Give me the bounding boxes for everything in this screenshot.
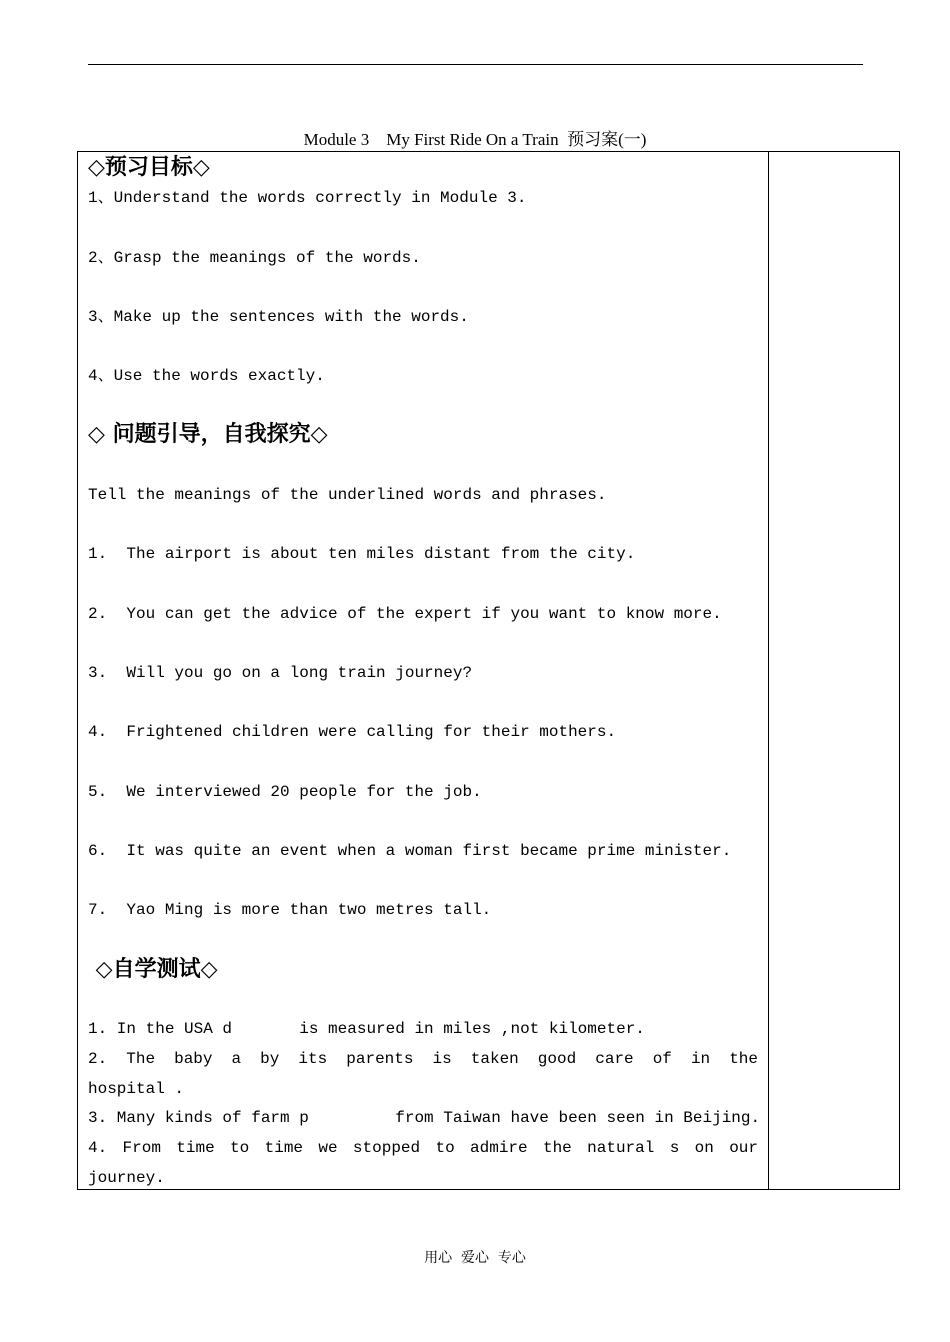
goal-item: 2、Grasp the meanings of the words. (88, 249, 421, 267)
questions-instruction: Tell the meanings of the underlined words and phrases. (88, 486, 607, 504)
test-item: 1. In the USA d is measured in miles ,not kilometer. (88, 1020, 645, 1038)
main-content-cell (88, 152, 760, 1189)
goal-item: 1、Understand the words correctly in Module 3. (88, 189, 527, 207)
goals-heading: ◇预习目标◇ (88, 155, 210, 180)
goal-item: 3、Make up the sentences with the words. (88, 308, 469, 326)
test-item: 2. The baby a by its parents is taken good care of in the (88, 1050, 758, 1068)
test-item: 4. From time to time we stopped to admire the natural s on our (88, 1139, 758, 1157)
question-item: 7. Yao Ming is more than two metres tall. (88, 901, 492, 919)
test-item-continuation: hospital . (88, 1080, 185, 1098)
document-title: Module 3 My First Ride On a Train 预习案(一) (303, 130, 647, 149)
header-rule (88, 64, 863, 65)
goal-item: 4、Use the words exactly. (88, 367, 325, 385)
question-item: 3. Will you go on a long train journey? (88, 664, 473, 682)
test-item: 3. Many kinds of farm p from Taiwan have been seen in Beijing. (88, 1109, 761, 1127)
worksheet-table (77, 151, 900, 1190)
questions-heading: ◇ 问题引导，自我探究◇ (88, 422, 328, 447)
test-heading: ◇自学测试◇ (88, 957, 218, 982)
test-item-continuation: journey. (88, 1169, 165, 1187)
question-item: 5. We interviewed 20 people for the job. (88, 783, 482, 801)
question-item: 6. It was quite an event when a woman first became prime minister. (88, 842, 732, 860)
question-item: 4. Frightened children were calling for their mothers. (88, 723, 617, 741)
question-item: 1. The airport is about ten miles distant from the city. (88, 545, 636, 563)
column-divider (768, 152, 769, 1189)
page-footer: 用心 爱心 专心 (424, 1250, 526, 1266)
question-item: 2. You can get the advice of the expert if you want to know more. (88, 605, 722, 623)
